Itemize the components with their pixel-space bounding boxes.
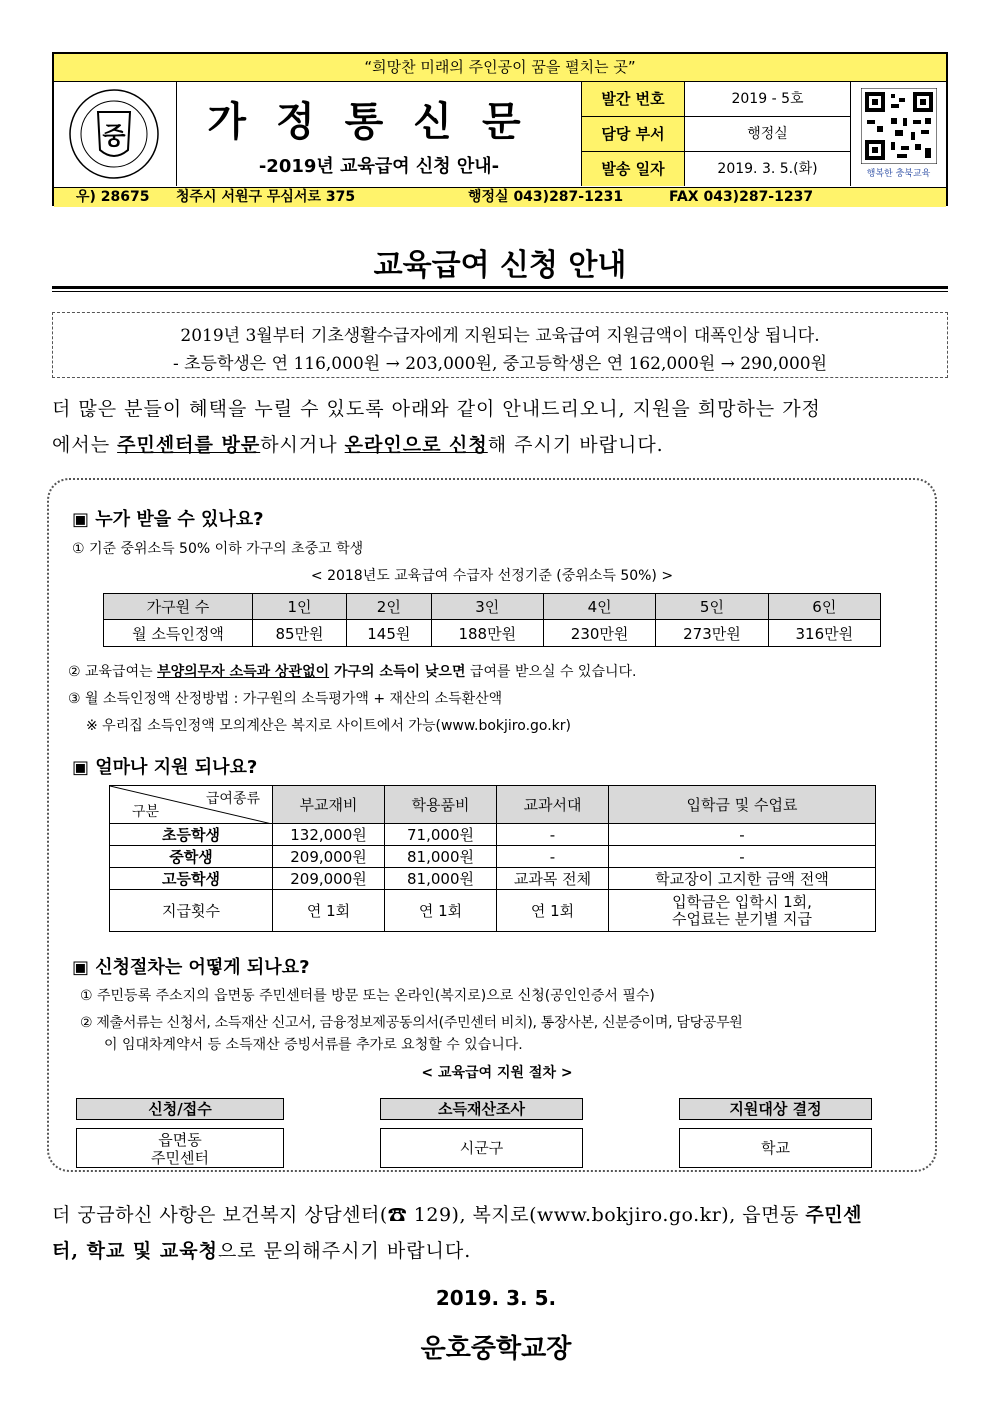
qr-caption: 행복한 충북교육 <box>866 169 931 179</box>
intro-text: 해 주시기 바랍니다. <box>487 434 664 456</box>
flow-who-line: 주민센터 <box>151 1149 209 1167</box>
low-income-text: 가구의 소득이 낮으면 <box>329 664 466 680</box>
flow-step-review: 소득재산조사 <box>380 1098 583 1120</box>
table-cell: 학교장이 고지한 금액 전액 <box>609 868 876 890</box>
newsletter-subtitle: -2019년 교육급여 신청 안내- <box>258 156 500 177</box>
closing-line-1 <box>52 1200 948 1227</box>
table-header-cell: 입학금 및 수업료 <box>609 786 876 824</box>
table-header-row <box>110 786 876 824</box>
flow-step-decide: 지원대상 결정 <box>679 1098 872 1120</box>
meta-label: 담당 부서 <box>582 117 685 151</box>
fax-number: FAX 043)287-1237 <box>669 189 814 205</box>
table-cell: - <box>497 846 609 868</box>
section-heading-eligibility: ▣ 누가 받을 수 있나요? <box>72 509 264 530</box>
table-header-cell: 2인 <box>347 594 432 620</box>
table-cell: 85만원 <box>253 620 347 647</box>
table-row <box>104 620 881 647</box>
intro-text: 에서는 <box>52 434 118 456</box>
issue-date: 2019. 3. 5. <box>435 1286 557 1310</box>
eligibility-item-3: ③ 월 소득인정액 산정방법 : 가구원의 소득평가액 + 재산의 소득환산액 <box>68 691 503 707</box>
table-cell: 연 1회 <box>385 890 497 932</box>
table-cell: 71,000원 <box>385 824 497 846</box>
meta-label: 발송 일자 <box>582 152 685 186</box>
closing-text: 더 궁금하신 사항은 보건복지 상담센터(☎ 129), 복지로(www.bokjiro.go.kr), 읍면동 <box>52 1204 806 1226</box>
procedure-item-2: ② 제출서류는 신청서, 소득재산 신고서, 금융정보제공동의서(주민센터 비치), 통장사본, 신분증이며, 담당공무원 <box>80 1015 743 1031</box>
notice-line-2: - 초등학생은 연 116,000원 → 203,000원, 중고등학생은 연 162,000원 → 290,000원 <box>172 354 828 374</box>
table-header-cell: 1인 <box>253 594 347 620</box>
meta-value: 2019. 3. 5.(화) <box>717 161 818 177</box>
flow-step-apply: 신청/접수 <box>76 1098 284 1120</box>
table-cell: 188만원 <box>431 620 543 647</box>
meta-row-issue <box>582 82 850 117</box>
table-row <box>110 868 876 890</box>
income-criteria-table <box>103 593 881 647</box>
address-bar <box>54 187 946 207</box>
corner-top-label: 급여종류 <box>205 791 260 807</box>
postal-code: 우) 28675 <box>76 189 150 205</box>
eligibility-note: ※ 우리집 소득인정액 모의계산은 복지로 사이트에서 가능(www.bokjiro.go.kr) <box>86 718 571 734</box>
table-cell: 연 1회 <box>497 890 609 932</box>
intro-line-2 <box>52 430 948 457</box>
table-row <box>110 824 876 846</box>
table-header-cell: 4인 <box>543 594 655 620</box>
meta-table <box>582 82 851 186</box>
table-cell: 연 1회 <box>273 890 385 932</box>
corner-bottom-label: 구분 <box>132 804 160 820</box>
section-heading-amount: ▣ 얼마나 지원 되나요? <box>72 757 258 778</box>
cell-line: 수업료는 분기별 지급 <box>672 909 812 928</box>
table-cell: 132,000원 <box>273 824 385 846</box>
emblem-text: 중 <box>102 122 126 150</box>
table-cell: 지급횟수 <box>110 890 273 932</box>
eligibility-item-1: ① 기준 중위소득 50% 이하 가구의 초중고 학생 <box>72 541 364 557</box>
apply-online-text: 온라인으로 신청 <box>344 434 488 456</box>
flow-who-line: 읍면동 <box>158 1131 202 1149</box>
criteria-caption: < 2018년도 교육급여 수급자 선정기준 (중위소득 50%) > <box>310 568 674 584</box>
closing-text: 으로 문의해주시기 바랍니다. <box>217 1240 472 1262</box>
eligibility-item-2 <box>68 661 636 681</box>
qr-code-icon <box>861 88 937 164</box>
title-cell <box>177 82 582 186</box>
table-cell: 145원 <box>347 620 432 647</box>
office-phone: 행정실 043)287-1231 <box>468 189 624 205</box>
table-cell: - <box>609 846 876 868</box>
table-header-cell: 가구원 수 <box>104 594 253 620</box>
procedure-item-2-cont: 이 임대차계약서 등 소득재산 증빙서류를 추가로 요청할 수 있습니다. <box>104 1037 523 1053</box>
newsletter-header <box>52 52 948 206</box>
document-title: 교육급여 신청 안내 <box>373 248 627 283</box>
table-cell: 209,000원 <box>273 846 385 868</box>
qr-cell <box>851 82 946 186</box>
item-text: ② 교육급여는 <box>68 664 158 680</box>
table-cell: 중학생 <box>110 846 273 868</box>
table-header-cell: 3인 <box>431 594 543 620</box>
benefit-amount-table <box>109 785 876 932</box>
table-cell: 월 소득인정액 <box>104 620 253 647</box>
street-address: 청주시 서원구 무심서로 375 <box>176 189 356 205</box>
closing-bold-text: 터, 학교 및 교육청 <box>52 1240 218 1262</box>
newsletter-title: 가정통신문 <box>207 98 551 145</box>
table-cell <box>609 890 876 932</box>
school-motto: “희망찬 미래의 주인공이 꿈을 펼치는 곳” <box>54 54 946 82</box>
title-rule <box>52 286 948 289</box>
table-header-cell: 학용품비 <box>385 786 497 824</box>
table-header-cell: 부교재비 <box>273 786 385 824</box>
intro-text: 하시거나 <box>260 434 345 456</box>
table-header-cell: 5인 <box>656 594 768 620</box>
table-cell: 81,000원 <box>385 846 497 868</box>
table-cell: - <box>609 824 876 846</box>
table-header-cell: 교과서대 <box>497 786 609 824</box>
table-corner-cell <box>110 786 273 824</box>
table-header-cell: 6인 <box>768 594 880 620</box>
notice-box <box>52 312 948 378</box>
table-cell: 초등학생 <box>110 824 273 846</box>
table-row <box>110 890 876 932</box>
flow-caption: < 교육급여 지원 절차 > <box>421 1065 573 1081</box>
table-cell: - <box>497 824 609 846</box>
section-heading-procedure: ▣ 신청절차는 어떻게 되나요? <box>72 957 310 978</box>
closing-line-2 <box>52 1236 948 1263</box>
meta-row-date <box>582 152 850 186</box>
meta-label: 발간 번호 <box>582 82 685 116</box>
flow-who-decide: 학교 <box>679 1128 872 1168</box>
meta-row-dept <box>582 117 850 152</box>
cell-line: 입학금은 입학시 1회, <box>672 892 812 911</box>
item-text: 급여를 받으실 수 있습니다. <box>465 664 637 680</box>
school-emblem-icon <box>68 88 160 180</box>
table-cell: 81,000원 <box>385 868 497 890</box>
table-cell: 고등학생 <box>110 868 273 890</box>
table-cell: 230만원 <box>543 620 655 647</box>
notice-line-1: 2019년 3월부터 기초생활수급자에게 지원되는 교육급여 지원금액이 대폭인상 됩니다. <box>180 326 820 346</box>
procedure-item-1: ① 주민등록 주소지의 읍면동 주민센터를 방문 또는 온라인(복지로)으로 신청(공인인증서 필수) <box>80 988 655 1004</box>
table-cell: 273만원 <box>656 620 768 647</box>
closing-bold-text: 주민센 <box>805 1204 862 1226</box>
table-header-row <box>104 594 881 620</box>
meta-value: 행정실 <box>747 126 788 142</box>
flow-who-apply <box>76 1128 284 1168</box>
meta-value: 2019 - 5호 <box>731 91 804 107</box>
table-cell: 209,000원 <box>273 868 385 890</box>
table-row <box>110 846 876 868</box>
intro-line-1: 더 많은 분들이 혜택을 누릴 수 있도록 아래와 같이 안내드리오니, 지원을 희망하는 가정 <box>52 398 821 420</box>
visit-center-text: 주민센터를 방문 <box>117 434 261 456</box>
principal-signature: 운호중학교장 <box>420 1334 572 1364</box>
table-cell: 316만원 <box>768 620 880 647</box>
no-support-obligation-text: 부양의무자 소득과 상관없이 <box>157 664 330 680</box>
table-cell: 교과목 전체 <box>497 868 609 890</box>
title-rule-thin <box>52 291 948 292</box>
school-logo-cell <box>54 82 177 186</box>
flow-who-review: 시군구 <box>380 1128 583 1168</box>
